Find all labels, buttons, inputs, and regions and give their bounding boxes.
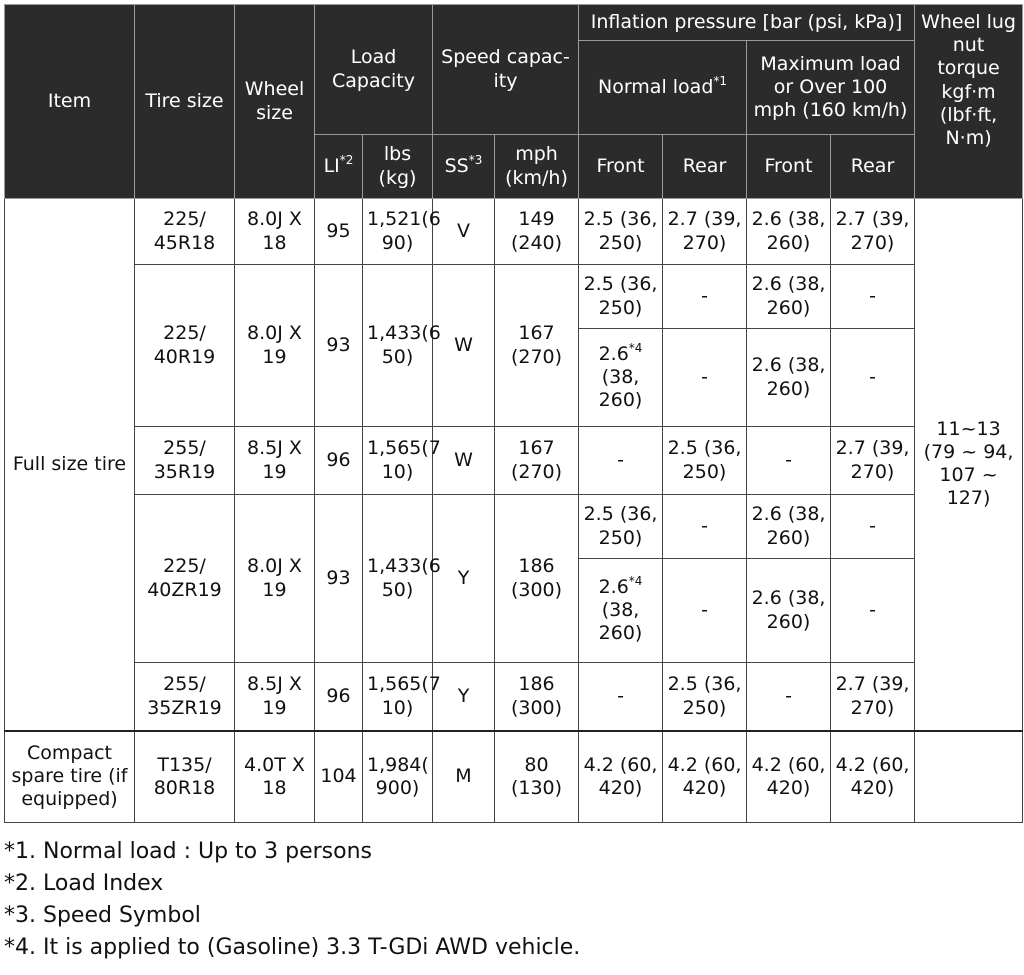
cell-normal-rear: 2.7 (39, 270) — [663, 199, 747, 265]
header-wheel-size: Wheel size — [235, 5, 315, 199]
cell-li: 93 — [315, 495, 363, 663]
header-front-normal: Front — [579, 135, 663, 199]
footnote-mark-4: *4 — [628, 573, 643, 588]
cell-tire-size: 255/ 35ZR19 — [135, 663, 235, 731]
table-row — [5, 663, 1023, 731]
cell-max-front: - — [747, 427, 831, 495]
cell-max-rear: - — [831, 559, 915, 663]
table-row — [5, 265, 1023, 329]
cell-lbs: 1,565(7 10) — [363, 427, 433, 495]
cell-li: 93 — [315, 265, 363, 427]
header-ss: SS$^{*3}$ — [433, 135, 495, 199]
cell-normal-front: - — [579, 427, 663, 495]
cell-mph: 167 (270) — [495, 427, 579, 495]
cell-normal-rear: - — [663, 495, 747, 559]
table-row — [5, 427, 1023, 495]
footnote-4: *4. It is applied to (Gasoline) 3.3 T-GDi AWD vehicle. — [4, 935, 581, 960]
cell-lbs: 1,433(6 50) — [363, 495, 433, 663]
cell-normal-rear: - — [663, 559, 747, 663]
cell-normal-front: 2.6$^{*4}$ (38, 260) — [579, 559, 663, 663]
table-header — [5, 5, 1023, 199]
footnote-mark-1: *1 — [713, 73, 728, 88]
footnote-mark-4: *4 — [628, 340, 643, 355]
cell-li: 95 — [315, 199, 363, 265]
footnote-1: *1. Normal load : Up to 3 persons — [4, 839, 372, 864]
header-item: Item — [5, 5, 135, 199]
footnotes — [4, 836, 580, 964]
cell-max-front: 2.6 (38, 260) — [747, 265, 831, 329]
header-load-capacity: Load Capacity — [315, 5, 433, 135]
header-speed-capacity: Speed capac-ity — [433, 5, 579, 135]
cell-lug-torque-spare — [915, 731, 1023, 823]
header-tire-size: Tire size — [135, 5, 235, 199]
cell-max-rear: 2.7 (39, 270) — [831, 663, 915, 731]
cell-lbs: 1,984( 900) — [363, 731, 433, 823]
cell-ss: W — [433, 427, 495, 495]
cell-tire-size: 225/ 40R19 — [135, 265, 235, 427]
cell-lbs: 1,521(6 90) — [363, 199, 433, 265]
cell-wheel-size: 8.0J X 18 — [235, 199, 315, 265]
cell-normal-front: 2.6$^{*4}$ (38, 260) — [579, 329, 663, 427]
header-mph: mph (km/h) — [495, 135, 579, 199]
cell-tire-size: 255/ 35R19 — [135, 427, 235, 495]
cell-li: 96 — [315, 427, 363, 495]
table-body — [5, 199, 1023, 823]
cell-wheel-size: 8.0J X 19 — [235, 495, 315, 663]
cell-normal-rear: 4.2 (60, 420) — [663, 731, 747, 823]
header-li: LI$^{*2}$ — [315, 135, 363, 199]
cell-normal-rear: 2.5 (36, 250) — [663, 427, 747, 495]
cell-mph: 167 (270) — [495, 265, 579, 427]
cell-wheel-size: 4.0T X 18 — [235, 731, 315, 823]
cell-max-rear: - — [831, 329, 915, 427]
cell-mph: 149 (240) — [495, 199, 579, 265]
header-max-load: Maximum load or Over 100 mph (160 km/h) — [747, 41, 915, 135]
cell-normal-rear: - — [663, 265, 747, 329]
cell-normal-front: 4.2 (60, 420) — [579, 731, 663, 823]
header-lbs: lbs (kg) — [363, 135, 433, 199]
cell-mph: 186 (300) — [495, 663, 579, 731]
cell-tire-size: T135/ 80R18 — [135, 731, 235, 823]
table-row — [5, 199, 1023, 265]
cell-normal-rear: 2.5 (36, 250) — [663, 663, 747, 731]
category-compact-spare: Compact spare tire (if equipped) — [5, 731, 135, 823]
cell-li: 96 — [315, 663, 363, 731]
cell-max-rear: - — [831, 495, 915, 559]
category-full-size: Full size tire — [5, 199, 135, 731]
table-row — [5, 731, 1023, 823]
footnote-3: *3. Speed Symbol — [4, 903, 201, 928]
cell-max-front: 2.6 (38, 260) — [747, 559, 831, 663]
header-inflation-pressure: Inflation pressure [bar (psi, kPa)] — [579, 5, 915, 41]
cell-max-rear: 4.2 (60, 420) — [831, 731, 915, 823]
cell-wheel-size: 8.5J X 19 — [235, 663, 315, 731]
header-lug-torque: Wheel lug nut torque kgf·m (lbf·ft, N·m) — [915, 5, 1023, 199]
cell-lug-torque: 11~13 (79 ~ 94, 107 ~ 127) — [915, 199, 1023, 731]
cell-max-front: - — [747, 663, 831, 731]
cell-normal-front: 2.5 (36, 250) — [579, 265, 663, 329]
footnote-mark-2: *2 — [339, 152, 354, 167]
cell-wheel-size: 8.5J X 19 — [235, 427, 315, 495]
cell-ss: W — [433, 265, 495, 427]
cell-mph: 80 (130) — [495, 731, 579, 823]
cell-ss: V — [433, 199, 495, 265]
cell-tire-size: 225/ 45R18 — [135, 199, 235, 265]
cell-max-front: 2.6 (38, 260) — [747, 329, 831, 427]
cell-ss: Y — [433, 663, 495, 731]
header-normal-load: Normal load$^{*1}$ — [579, 41, 747, 135]
footnote-mark-3: *3 — [468, 152, 483, 167]
cell-normal-front: 2.5 (36, 250) — [579, 199, 663, 265]
cell-max-rear: 2.7 (39, 270) — [831, 427, 915, 495]
cell-wheel-size: 8.0J X 19 — [235, 265, 315, 427]
footnote-2: *2. Load Index — [4, 871, 164, 896]
tire-spec-table — [4, 4, 1023, 823]
cell-normal-front: - — [579, 663, 663, 731]
cell-ss: Y — [433, 495, 495, 663]
cell-normal-front: 2.5 (36, 250) — [579, 495, 663, 559]
header-front-max: Front — [747, 135, 831, 199]
cell-max-front: 2.6 (38, 260) — [747, 199, 831, 265]
cell-li: 104 — [315, 731, 363, 823]
cell-max-front: 4.2 (60, 420) — [747, 731, 831, 823]
header-rear-max: Rear — [831, 135, 915, 199]
cell-ss: M — [433, 731, 495, 823]
cell-normal-rear: - — [663, 329, 747, 427]
cell-max-front: 2.6 (38, 260) — [747, 495, 831, 559]
header-rear-normal: Rear — [663, 135, 747, 199]
cell-max-rear: 2.7 (39, 270) — [831, 199, 915, 265]
cell-max-rear: - — [831, 265, 915, 329]
cell-lbs: 1,433(6 50) — [363, 265, 433, 427]
cell-mph: 186 (300) — [495, 495, 579, 663]
cell-tire-size: 225/ 40ZR19 — [135, 495, 235, 663]
table-row — [5, 495, 1023, 559]
cell-lbs: 1,565(7 10) — [363, 663, 433, 731]
